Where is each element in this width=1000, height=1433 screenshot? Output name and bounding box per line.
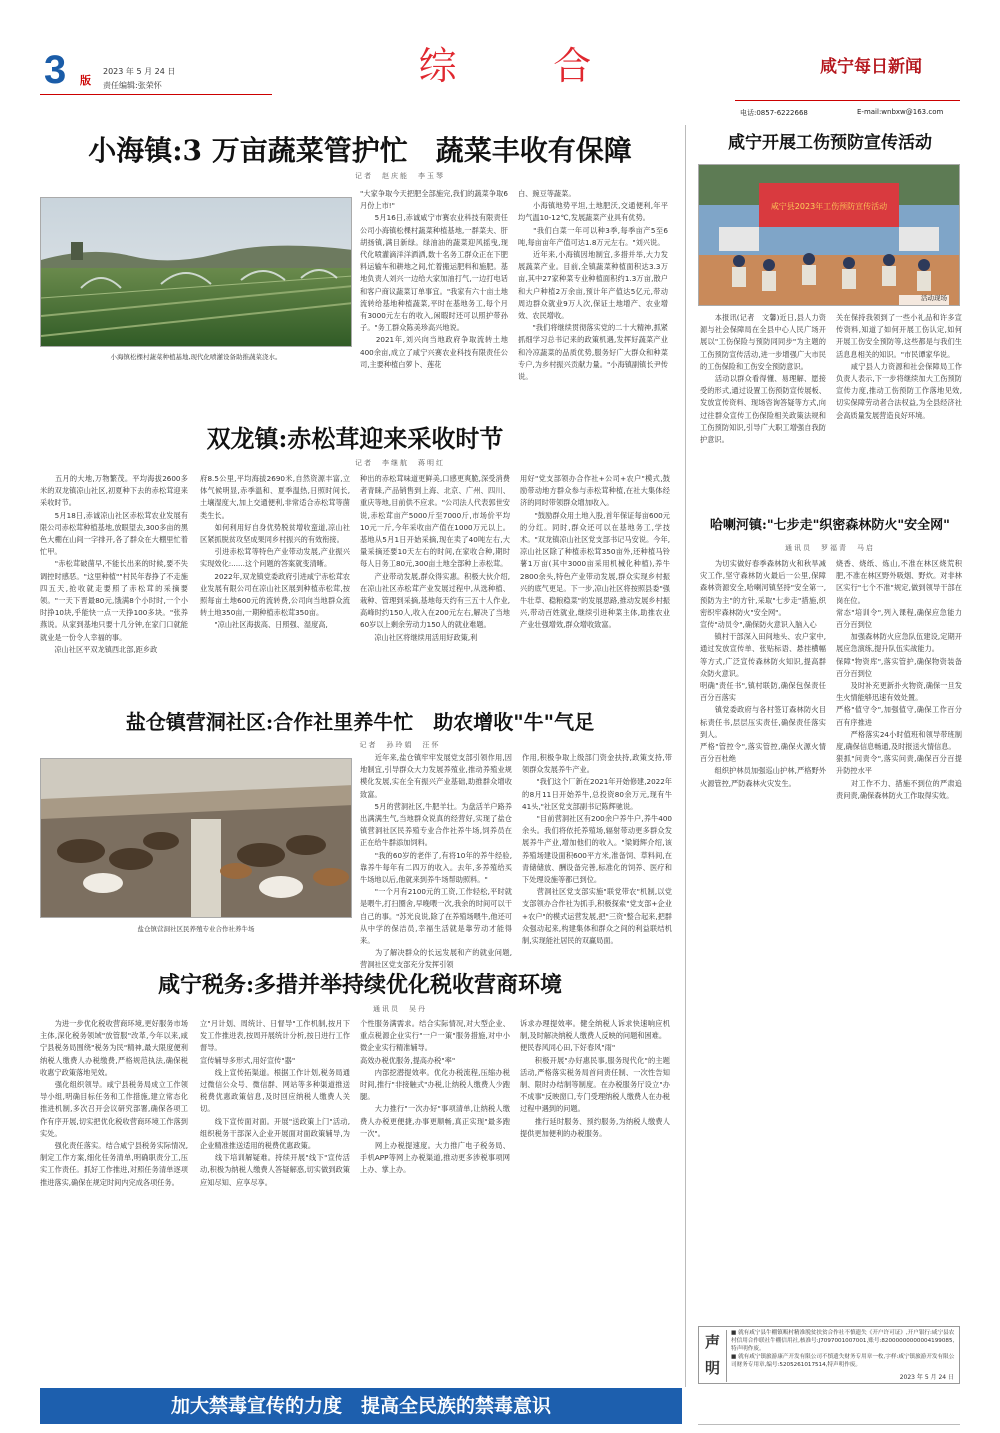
article-1-photo	[40, 197, 352, 347]
article-1-caption: 小海镇松棵村蔬菜种植基地,现代化喷灌设备助推蔬菜浇水。	[110, 353, 282, 361]
article-3-byline: 记者 孙玲娟 汪怀	[359, 741, 441, 749]
article-4-column-2: 立"月计划、周统计、日督导"工作机制,按月下发工作推进表,按周开展统计分析,按日进行工作督导。 宣传辅导多形式,用好宣传"器" 线上宣传拓渠道。根据工作计划,税务局通过微信公众号、微信群、网站等多种渠道推送税费优惠政策信息,及时回应纳税人缴费人关切。 线下宣传面对面。开展"送政策上门"活动,组织税务干部深入企业开展面对面政策辅导,为企业精准推送适用的税费优惠政策。 线下培训解疑难。持续开展"线下"宣传活动,积极为纳税人缴费人答疑解惑,切实做到政策应知尽知、应享尽享。	[200, 1019, 350, 1187]
article-5-column-2: 关在保持我领到了一些小礼品和许多宣传资料,知道了如何开展工伤认定,如何开展工伤安全预防等,这些都是与我们生活息息相关的知识。"市民谭家华说。 咸宁县人力资源和社会保障局工作负责人表示,下一步将继续加大工伤预防宣传力度,推动工伤预防工作落地见效,切实保障劳动者合法权益,为全县经济社会高质量发展营造良好环境。	[836, 313, 962, 420]
legal-notice	[698, 1326, 960, 1384]
article-6-column-2: 烧香、烧纸、炼山,不准在林区烧荒积肥,不准在林区野外吸烟、野炊。对非林区实行"七个不准"规定,做到领导干部在岗在位。 常态"培训令",列入课程,确保应急能力百分百到位 加强森林防火应急队伍建设,定期开展应急演练,提升队伍实战能力。 保障"物资库",落实管护,确保物资装备百分百到位 及时补充更新扑火物资,确保一旦发生火情能够迅速有效处置。 严格"值守令",加强值守,确保工作百分百有序推进 严格落实24小时值班和领导带班制度,确保信息畅通,及时报送火情信息。 狠抓"问责令",落实问责,确保百分百提升防控水平 对工作不力、措施不到位的严肃追责问责,确保森林防火工作取得实效。	[836, 559, 962, 800]
footer-slogan: 加大禁毒宣传的力度 提高全民族的禁毒意识	[170, 1395, 551, 1417]
article-6-headline: 哈喇河镇:"七步走"织密森林防火"安全网"	[710, 518, 950, 533]
article-1-byline: 记者 赵庆能 李玉琴	[355, 172, 445, 180]
article-6-byline: 通讯员 罗福青 马启	[785, 544, 875, 552]
notice-text: ■ 就有咸宁县牛棚镇畈村精准脱贫扶贫合作社不慎遗失《开户许可证》,开户银行:咸宁县农村信用合作联社牛棚信用社,核准号:J7097001007001,账号:82000000000004199085,特声明作废。 ■ 就有咸宁镇旅游康产开发有限公司不慎遗失财务专用章一枚,字样:咸宁镇旅游开发有限公司财务专用章,编号:5205261017514,特声明作废。	[731, 1330, 955, 1368]
article-2-headline: 双龙镇:赤松茸迎来采收时节	[206, 424, 504, 453]
masthead-rule-right	[735, 100, 960, 101]
article-5-column-1: 本报讯(记者 文馨)近日,县人力资源与社会保障局在全县中心人民广场开展以"工伤保险与预防同同步"为主题的工伤预防宣传活动,进一步增强广大市民的工伤保险和工伤安全预防意识。 活动以群众看得懂、易理解、愿接受的形式,通过设置工伤预防宣传展板、发放宣传资料、现场咨询答疑等方式,向过往群众宣传工伤保险相关政策法规和工伤预防知识,引导广大职工增强自我防护意识。	[700, 313, 826, 445]
article-3-column-1: 近年来,盐仓镇牢牢发展党支部引领作用,因地制宜,引导群众大力发展养殖业,推动养殖业规模化发展,实在全有振兴产业基础,助推群众增收致富。 5月的营洞社区,牛肥羊壮。为盘活羊户路养出满满生气,当地群众说真的经营好,实现了盐仓镇营洞社区民养殖专业合作社养牛场,饲养员在正在给牛群添加饲料。 "我的60岁的老伴了,有将10年的养牛经验,靠养牛每年有二四万的收入。去年,多养殖给买牛场地以后,他就来到养牛场帮助照料。" "一个月有2100元的工资,工作轻松,平时就是喂牛,打扫圈舍,早晚喂一次,我余的时间可以干自己的事。"苏光良说,除了在养殖场喂牛,他还可从中学的保洁员,幸福生活就是靠劳动才能得来。 为了解决群众的长远发展和产的就业问题,营洞社区党支部充分发挥引领	[360, 753, 512, 970]
section-title: 综 合	[418, 44, 592, 88]
article-2-column-2: 府8.5公里,平均海拔2690米,自然资源丰富,立体气候明显,赤季温和、夏季温热,日照时间长,土壤湿度大,加上交通便利,非常适合赤松茸等菌类生长。 如何利用好自身优势脱贫增收蛮道,凉山社区紧抓脱贫攻坚成果同乡村振兴的有效衔接。 引进赤松茸等特色产业带动发展,产业振兴实现效化:......这个问题的答案就变清晰。 2022年,双龙镇党委政府引进咸宁赤松茸农业发展有限公司在凉山社区展到种植赤松茸,按照每亩土地600元的流转费,公司向当地群众流转土地350亩,一期种植赤松茸350亩。 "凉山社区海拔高、日照强、湿度高,	[200, 474, 350, 630]
notice-date: 2023 年 5 月 24 日	[899, 1374, 954, 1381]
footer-banner	[40, 1388, 682, 1424]
article-2-byline: 记者 李继航 蒋明红	[355, 459, 445, 467]
masthead	[0, 0, 1000, 118]
paper-name: 咸宁每日新闻	[820, 57, 922, 77]
article-3-caption: 盐仓镇营洞社区民养殖专业合作社养牛场	[137, 925, 255, 933]
masthead-rule-left	[40, 94, 272, 95]
article-2-column-3: 种出的赤松茸味道更鲜美,口感更爽脆,深受消费者青睐,产品销售到上海、北京、广州、四川、重庆等地,目前供不应求。"公司法人代表郭世安说,赤松茸亩产5000斤至7000斤,市场价平均10元一斤,今年采收亩产值在1000万元以上。基地从5月1日开始采摘,现在卖了40吨左右,大量采摘还要10天左右的时间,在家收合种,期时每人日务工80元,300亩土地全部种上赤松茸。 产业带动发展,群众得实惠。积极大伙介绍,在凉山社区赤松茸产业发展过程中,从选种植、栽种、管理到采摘,基地每天约有三五十人作业,高峰时约150人,收入在200元左右,解决了当地60岁以上剩余劳动力150人的就业难题。 凉山社区将继续用活用好政策,利	[360, 474, 510, 642]
article-4-column-3: 个性服务满需求。结合实际情况,对大型企业、重点税源企业实行"一户一策"服务措施,对中小微企业实行精准辅导。 高效办税优服务,提高办税"率" 内部挖潜提效率。优化办税流程,压缩办税时间,推行"非接触式"办税,让纳税人缴费人少跑腿。 大力推行"一次办好"事项清单,让纳税人缴费人办税更便捷,办事更顺畅,真正实现"最多跑一次"。 网上办税提速度。大力推广电子税务局、手机APP等网上办税渠道,推动更多涉税事项网上办、掌上办。	[360, 1019, 510, 1175]
article-1-column-2: 白、豌豆等蔬菜。 小海镇地势平坦,土地肥沃,交通便利,年平均气温10-12℃,发展蔬菜产业具有优势。 "我们白菜一年可以种3季,每季亩产5至6吨,每亩亩年产值可达1.8万元左右。"刘兴说。 近年来,小海镇因地制宜,多措并举,大力发展蔬菜产业。目前,全镇蔬菜种植面积达3.3万亩,其中27家种菜专业种植面积约1.3万亩,散户和大户种植2万余亩,预计年产值达5亿元,带动周边群众就业9万人次,保证土地增产、农业增效、农民增收。 "我们将继续贯彻落实党的二十大精神,抓紧抓细学习总书记来的政策机遇,发挥好蔬菜产业和冷凉蔬菜的品质优势,服务好广大群众和种菜专户,为乡村振兴贡献力量。"小海镇副镇长尹传说。	[518, 189, 668, 382]
article-1-column-1: "大家争取今天把肥全部施完,我们的蔬菜争取6月份上市!" 5月16日,赤诚咸宁市赛农业科技有限责任公司小海镇松棵村蔬菜种植基地,一群菜夫、肝胡扬镇,满目新绿。绿油油的蔬菜迎风摇曳,现代化喷灌滴洋洋洒洒,数十名务工群众正在下肥料运输车和耕地之间,忙着搬运肥料和施肥。基地负责人刘兴一边给大家加油打气,一边打电话和客户商议蔬菜订单事宜。"我家有六十亩土地流转给基地种植蔬菜,平时在基地务工,每个月有3000元左右的收入,闲暇时还可以照护带孙子。"务工群众陈美珍高兴地说。 2021年,刘兴向当地政府争取流转土地400余亩,成立了咸宁兴赛农业科技有限责任公司,主要种植白萝卜、莲花	[360, 189, 508, 369]
article-3-photo	[40, 758, 352, 918]
article-4-headline: 咸宁税务:多措并举持续优化税收营商环境	[157, 972, 563, 998]
email-address: E-mail:wnbxw@163.com	[857, 108, 944, 116]
article-5-photo-credit: 活动现场	[921, 294, 947, 302]
notice-divider	[726, 1330, 727, 1382]
article-3-column-2: 作用,积极争取上级部门资金扶持,政策支持,带领群众发展养牛产业。 "我们这个厂新在2021年开始修建,2022年的8月11日开始养牛,总投资80余万元,现有牛41头,"社区党支部副书记陈辉驰说。 "目前营洞社区有200余户养牛户,养牛400余头。我们将依托养殖场,辐射带动更多群众发展养牛产业,增加他们的收入。"梁姆辉介绍,该养殖场建设面积600平方米,准备饲、草料间,在青储储放、酬设备完善,标准化的饲养、医疗和下处理设施等都已到位。 营洞社区党支部实施"联党带农"机制,以党支部领办合作社为抓手,积极探索"党支部+企业+农户"的模式运营发展,把"三资"整合起来,把群众强动起来,构建集体和群众之间的利益联结机制,实现能社居民的双赢局面。	[522, 753, 672, 946]
article-5-photo	[698, 164, 960, 306]
editor-credit: 责任编辑:张荣怀	[103, 81, 162, 90]
article-2-column-1: 五月的大地,万物繁茂。平均海拔2600多米的双龙镇凉山社区,初夏种下去的赤松茸迎来采收时节。 5月18日,赤诚凉山社区赤松茸农业发展有限公司赤松茸种植基地,放眼望去,300多亩的黑色大棚在山间一字排开,各了群众在大棚里忙着忙甲。 "赤松茸破菌早,不能长出来的时候,要不失调控时感恶。"这里种植""村民年春挣了不走施四五天,抢收就走要照了赤松茸的采摘要领。"一天下晋最80元,饿满8个小时时,一个小时挣10块,乎能快一点一天挣100多块。"张养燕说。从家到基地只要十几分钟,在家门口就能就业是一份令人幸福的事。 凉山社区平双龙镇西北部,距乡政	[40, 474, 188, 654]
event-banner-text: 咸宁县2023年工伤预防宣传活动	[770, 202, 888, 211]
issue-date: 2023 年 5 月 24 日	[103, 67, 176, 76]
article-4-column-4: 诉求办理提效率。健全纳税人诉求快速响应机制,及时解决纳税人缴费人反映的问题和困难。 便民春风同心田,下好春风"雨" 积极开展"办好惠民事,服务现代化"的主题活动,严格落实税务局首问责任制、一次性告知制、限时办结制等制度。在办税服务厅设立"办不成事"反映窗口,专门受理纳税人缴费人在办税过程中遇到的问题。 推行延时服务、预约服务,为纳税人缴费人提供更加便利的办税服务。	[520, 1019, 670, 1138]
footer-rule	[698, 1424, 960, 1425]
page-number: 3	[44, 48, 67, 92]
event-photo-image	[699, 165, 960, 306]
article-3-headline: 盐仓镇营洞社区:合作社里养牛忙 助农增收"牛"气足	[125, 710, 595, 734]
cattle-farm-photo-image	[41, 759, 352, 918]
article-6-column-1: 为切实做好春季森林防火和秋旱减灾工作,坚守森林防火最后一公里,保障森林资源安全,哈喇河镇坚持"安全第一,预防为主"的方针,采取"七步走"措施,织密织牢森林防火"安全网"。 宣传"动员令",确保防火意识入脑入心 镇村干部深入田间地头、农户家中,通过发放宣传单、张贴标语、悬挂横幅等方式,广泛宣传森林防火知识,提高群众防火意识。 明确"责任书",镇村联防,确保包保责任百分百落实 镇党委政府与各村签订森林防火目标责任书,层层压实责任,确保责任落实到人。 严格"管控令",落实管控,确保火源火情百分百杜绝 组织护林员加强巡山护林,严格野外火源管控,严防森林火灾发生。	[700, 559, 826, 788]
notice-label-2: 明	[705, 1359, 721, 1377]
page-unit: 版	[80, 74, 91, 87]
column-divider	[685, 125, 686, 1387]
article-4-byline: 通讯员 吴丹	[373, 1005, 427, 1013]
farmland-photo-image	[41, 198, 352, 347]
article-5-headline: 咸宁开展工伤预防宣传活动	[728, 133, 932, 153]
phone-number: 电话:0857-6222668	[740, 109, 808, 117]
article-1-headline: 小海镇:3 万亩蔬菜管护忙 蔬菜丰收有保障	[88, 134, 632, 167]
notice-label-1: 声	[705, 1333, 721, 1351]
article-4-column-1: 为进一步优化税收营商环境,更好服务市场主体,深化税务领域"放管服"改革,今年以来,咸宁县税务局围绕"税务为民"精神,最大限度便利纳税人缴费人办税缴费,严格规范执法,确保税收惠宁政策落地见效。 强化组织领导。咸宁县税务局成立工作领导小组,明确目标任务和工作措施,建立常态化推进机制,多次召开会议研究部署,确保各项工作有序开展,切实把优化税收营商环境工作落到实处。 强化责任落实。结合咸宁县税务实际情况,制定工作方案,细化任务清单,明确职责分工,压实工作责任。抓好工作推进,对照任务清单逐项推进落实,确保在规定时间内完成各项任务。	[40, 1019, 188, 1187]
article-2-column-4: 用好"党支部领办合作社+公司+农户"模式,鼓励带动地方群众参与赤松茸种植,在社大集体经济的同时带领群众增加收入。 "鼓励群众用土地入股,首年保证每亩600元的分红。同时,群众还可以在基地务工,学技术。"双龙镇凉山社区党支部书记马安说。今年,凉山社区除了种植赤松茸350亩外,还种植马铃薯1万亩(其中3000亩采用机械化种植),养牛2800余头,特色产业带动发展,群众实现乡村振兴的底气更足。下一步,凉山社区将按照县委"强牛壮草、稳粮稳菜"的发展思路,推动发展乡村振兴,带动百姓就业,继续引进种菜主体,助推农业产业壮强增效,群众增收致富。	[520, 474, 670, 630]
